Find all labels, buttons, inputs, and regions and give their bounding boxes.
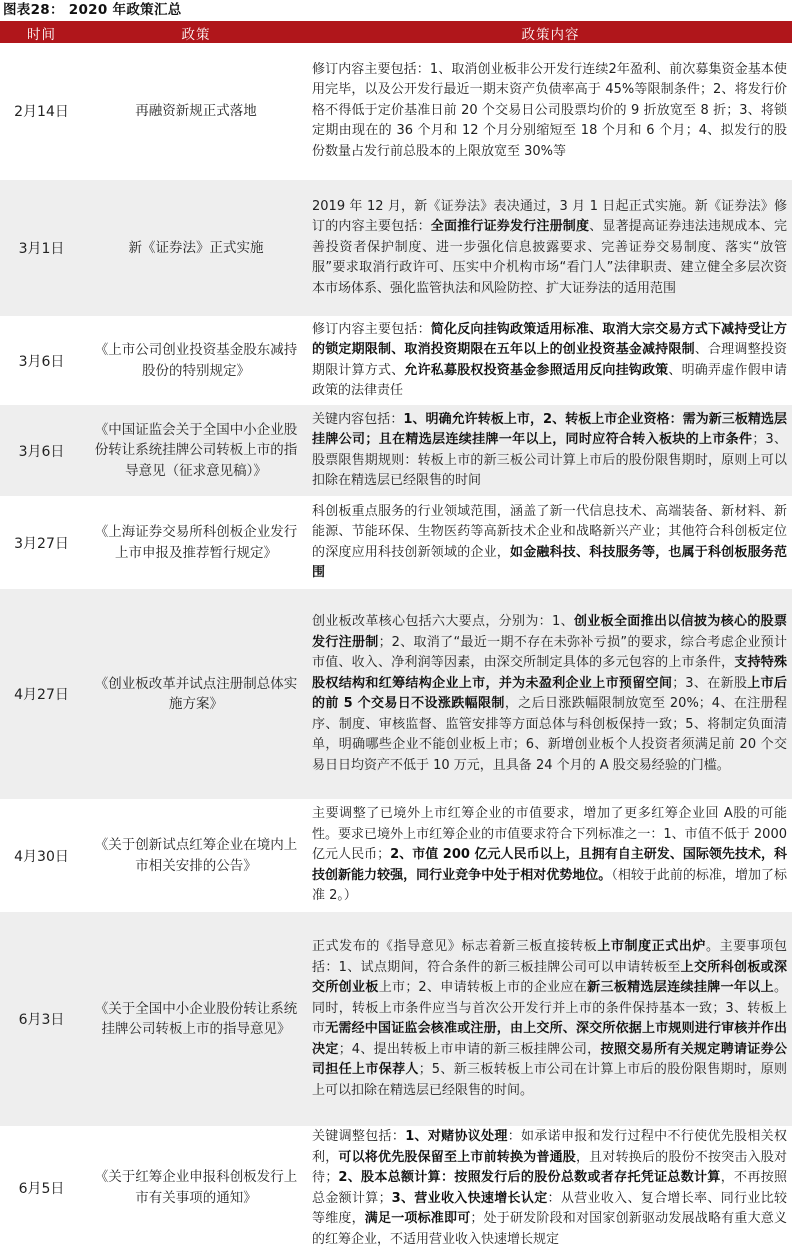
row-policy: 《关于红筹企业申报科创板发行上市有关事项的通知》	[83, 1127, 309, 1249]
header-date: 时间	[0, 22, 83, 43]
row-content-text	[312, 1127, 787, 1248]
row-date: 3月6日	[0, 317, 83, 405]
content-bold-run: 无需经中国证监会核准或注册，由上交所、深交所依据上市规则进行审核并作出决定	[312, 1021, 787, 1057]
row-content-text	[312, 804, 787, 907]
row-date: 3月1日	[0, 180, 83, 317]
table-header	[0, 22, 792, 43]
row-policy: 新《证券法》正式实施	[83, 180, 309, 317]
content-run: 科创板重点服务的行业领域范围，涵盖了新一代信息技术、高端装备、新材料、新能源、节能环保、生物医药等高新技术企业和战略新兴产业；其他符合科创板定位的深度应用科技创新领域的企业，	[312, 503, 787, 560]
content-run: 、显著提高证券违法违规成本、完善投资者保护制度、进一步强化信息披露要求、完善证券交易制度、落实“放管服”要求取消行政许可、压实中介机构市场“看门人”法律职责、建立健全多层次资本市场体系、强化监管执法和风险防控、扩大证券法的适用范围	[312, 219, 787, 296]
content-bold-run: 支持特殊股权结构和红筹结构企业上市，并为未盈利企业上市预留空间	[312, 655, 787, 691]
content-run: 2019 年 12 月，新《证券法》表决通过，3 月 1 日起正式实施。新《证券法》修订的内容主要包括：	[312, 198, 787, 235]
row-content	[309, 43, 792, 180]
row-content-text	[312, 410, 787, 492]
content-run: 关键内容包括：	[312, 411, 404, 427]
content-bold-run: 1、明确允许转板上市，2、转板上市企业资格：需为新三板精选层挂牌公司；且在精选层连续挂牌一年以上，同时应符合转入板块的上市条件	[312, 411, 787, 447]
row-policy: 《中国证监会关于全国中小企业股份转让系统挂牌公司转板上市的指导意见（征求意见稿）》	[83, 405, 309, 497]
row-content	[309, 180, 792, 317]
content-run: ：从营业收入、复合增长率、同行业比较等维度，	[312, 1190, 787, 1226]
content-bold-run: 上市后的前 5 个交易日不设涨跌幅限制	[312, 675, 787, 711]
row-date: 2月14日	[0, 43, 83, 180]
row-content-text	[312, 60, 787, 163]
content-bold-run: 2、市值 200 亿元人民币以上，且拥有自主研发、国际领先技术，科技创新能力较强，同行业竞争中处于相对优势地位。	[312, 847, 787, 883]
content-bold-run: 3、营业收入快速增长认定	[391, 1190, 548, 1206]
content-run: 创业板改革核心包括六大要点，分别为：1、	[312, 614, 574, 629]
row-content-text	[312, 502, 787, 584]
policy-table	[0, 22, 792, 1249]
row-content	[309, 405, 792, 497]
content-run: ，不再按照总金额计算；	[312, 1170, 787, 1206]
content-bold-run: 创业板全面推出以信披为核心的股票发行注册制	[312, 614, 787, 650]
row-content-text	[312, 320, 787, 402]
content-bold-run: 按照交易所有关规定聘请证券公司担任上市保荐人	[312, 1041, 787, 1077]
content-run: （相较于此前的标准，增加了标准 2。）	[312, 867, 787, 904]
content-bold-run: 全面推行证券发行注册制度	[430, 219, 590, 235]
content-run: ；4、提出转板上市申请的新三板挂牌公司，	[338, 1041, 601, 1057]
content-run: 修订内容主要包括：1、取消创业板非公开发行连续2年盈利、前次募集资金基本使用完毕，以及公开发行最近一期末资产负债率高于 45%等限制条件；2、将发行价格不得低于定价基准日前 20 个交易日公司股票均价的 9 折放宽至 8 折；3、将锁定期由现在的 36 个月和 12 个月分别缩短至 18 个月和 6 个月；4、拟发行的股份数量占发行前总股本的上限放宽至 30%等	[312, 61, 787, 159]
row-content	[309, 317, 792, 405]
table-row	[0, 1127, 792, 1249]
content-bold-run: 允许私募股权投资基金参照适用反向挂钩政策	[404, 362, 669, 378]
content-run: 正式发布的《指导意见》标志着新三板直接转板	[312, 939, 598, 954]
content-bold-run: 新三板精选层连续挂牌一年以上	[587, 980, 774, 995]
content-run: 、明确弄虚作假申请政策的法律责任	[312, 362, 787, 398]
content-run: 、合理调整投资期限计算方式、	[312, 342, 787, 378]
content-run: 主要调整了已境外上市红筹企业的市值要求，增加了更多红筹企业回 A股的可能性。要求已境外上市红筹企业的市值要求符合下列标准之一：1、市值不低于 2000 亿元人民币；	[312, 806, 787, 863]
row-date: 6月5日	[0, 1127, 83, 1249]
content-run: 。主要事项包括：1、试点期间，符合条件的新三板挂牌公司可以申请转板至	[312, 939, 787, 975]
row-policy: 《关于全国中小企业股份转让系统挂牌公司转板上市的指导意见》	[83, 912, 309, 1127]
table-row	[0, 43, 792, 180]
content-run: ；处于研发阶段和对国家创新驱动发展战略有重大意义的红筹企业，不适用营业收入快速增长规定	[312, 1211, 787, 1247]
content-run: ：如承诺申报和发行过程中不行使优先股相关权利，	[312, 1129, 787, 1165]
row-policy: 《关于创新试点红筹企业在境内上市相关安排的公告》	[83, 800, 309, 912]
row-content-text	[312, 937, 787, 1101]
content-run: ，且对转换后的股份不按突击入股对待；	[312, 1149, 787, 1185]
row-date: 4月27日	[0, 589, 83, 800]
row-policy: 《创业板改革并试点注册制总体实施方案》	[83, 589, 309, 800]
figure-caption: 图表28： 2020 年政策汇总	[0, 0, 792, 22]
table-row	[0, 405, 792, 497]
table-row	[0, 317, 792, 405]
table-row	[0, 497, 792, 589]
content-bold-run: 上市制度正式出炉	[597, 939, 707, 954]
row-content	[309, 589, 792, 800]
content-run: ；3、股票限售期规则：转板上市的新三板公司计算上市后的股份限售期时，原则上可以扣除在精选层已经限售的时间	[312, 432, 787, 488]
table-row	[0, 912, 792, 1127]
row-date: 4月30日	[0, 800, 83, 912]
row-policy: 《上市公司创业投资基金股东减持股份的特别规定》	[83, 317, 309, 405]
row-policy: 《上海证券交易所科创板企业发行上市申报及推荐暂行规定》	[83, 497, 309, 589]
row-content	[309, 912, 792, 1127]
header-content: 政策内容	[309, 22, 792, 43]
row-content	[309, 1127, 792, 1249]
table-row	[0, 589, 792, 800]
content-bold-run: 如金融科技、科技服务等，也属于科创板服务范围	[312, 544, 787, 580]
content-run: 。同时，转板上市条件应当与首次公开发行并上市的条件保持基本一致；3、转板上市	[312, 980, 787, 1036]
content-bold-run: 满足一项标准即可	[364, 1211, 471, 1226]
table-body	[0, 43, 792, 1249]
content-run: ；2、取消了“最近一期不存在未弥补亏损”的要求，综合考虑企业预计市值、收入、净利润等因素，由深交所制定具体的多元包容的上市条件，	[312, 634, 787, 670]
row-content-text	[312, 197, 787, 300]
content-bold-run: 可以将优先股保留至上市前转换为普通股	[338, 1149, 576, 1165]
content-run: ，之后日涨跌幅限制放宽至 20%；4、在注册程序、制度、审核监督、监管安排等方面总体与科创板保持一致；5、将制定负面清单，明确哪些企业不能创业板上市；6、新增创业板个人投资者须满足前 20 个交易日日均资产不低于 10 万元，且具备 24 个月的 A 股交易经验的门槛。	[312, 696, 787, 773]
content-run: 关键调整包括：	[312, 1129, 406, 1144]
row-date: 6月3日	[0, 912, 83, 1127]
row-content-text	[312, 612, 787, 776]
row-content	[309, 800, 792, 912]
content-run: ；3、在新股	[672, 675, 748, 691]
row-date: 3月6日	[0, 405, 83, 497]
row-date: 3月27日	[0, 497, 83, 589]
content-run: 上市；2、申请转板上市的企业应在	[378, 980, 588, 995]
content-run: 修订内容主要包括：	[312, 321, 431, 337]
table-row	[0, 180, 792, 317]
row-policy: 再融资新规正式落地	[83, 43, 309, 180]
row-content	[309, 497, 792, 589]
content-bold-run: 上交所科创板或深交所创业板	[312, 959, 787, 995]
content-run: ；5、新三板转板上市公司在计算上市后的股份限售期时，原则上可以扣除在精选层已经限售的时间。	[312, 1062, 787, 1098]
content-bold-run: 简化反向挂钩政策适用标准、取消大宗交易方式下减持受让方的锁定期限制、取消投资期限在五年以上的创业投资基金减持限制	[312, 321, 787, 357]
table-row	[0, 800, 792, 912]
content-bold-run: 1、对赌协议处理	[405, 1129, 508, 1144]
header-policy: 政策	[83, 22, 309, 43]
content-bold-run: 2、股本总额计算：按照发行后的股份总数或者存托凭证总数计算	[338, 1170, 721, 1185]
